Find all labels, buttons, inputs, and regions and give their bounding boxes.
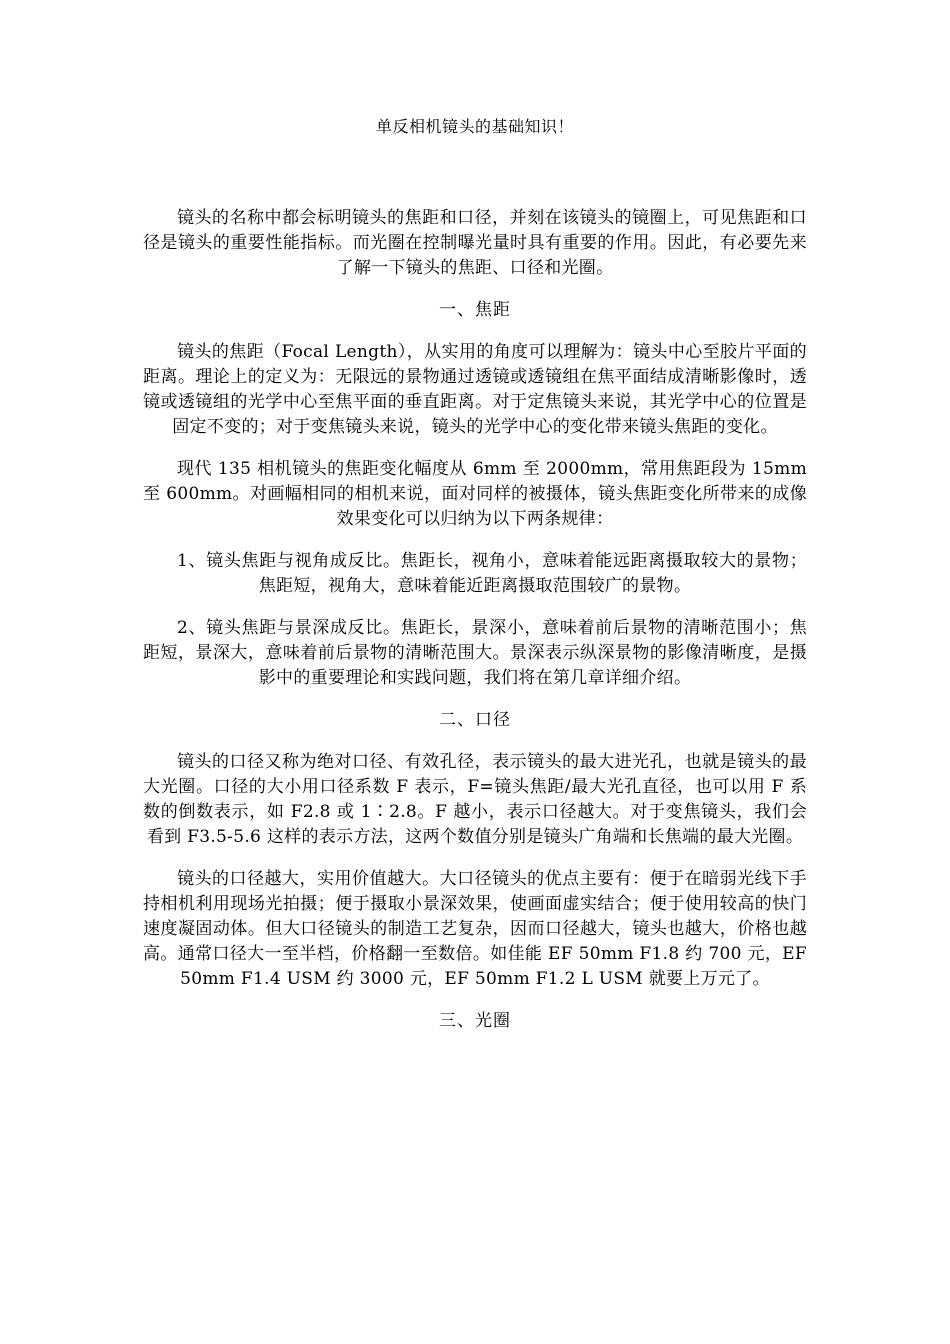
section-heading-diaphragm: 三、光圈 (439, 1011, 511, 1031)
paragraph-focal-definition: 镜头的焦距（Focal Length），从实用的角度可以理解为：镜头中心至胶片平面的距离。理论上的定义为：无限远的景物通过透镜或透镜组在焦平面结成清晰影像时，透镜或透镜组的光学中心至焦平面的垂直距离。对于定焦镜头来说，其光学中心的位置是固定不变的；对于变焦镜头来说，镜头的光学中心的变化带来镜头焦距的变化。 (143, 342, 807, 437)
document-body (143, 206, 807, 1051)
paragraph-aperture-definition: 镜头的口径又称为绝对口径、有效孔径，表示镜头的最大进光孔，也就是镜头的最大光圈。口径的大小用口径系数 F 表示，F=镜头焦距/最大光孔直径，也可以用 F 系数的倒数表示，如 F2.8 或 1∶2.8。F 越小，表示口径越大。对于变焦镜头，我们会看到 F3.5-5.6 这样的表示方法，这两个数值分别是镜头广角端和长焦端的最大光圈。 (143, 752, 807, 847)
section-heading-focal-length: 一、焦距 (439, 300, 511, 320)
paragraph-aperture-value: 镜头的口径越大，实用价值越大。大口径镜头的优点主要有：便于在暗弱光线下手持相机利用现场光拍摄；便于摄取小景深效果，使画面虚实结合；便于使用较高的快门速度凝固动体。但大口径镜头的制造工艺复杂，因而口径越大，镜头也越大，价格也越高。通常口径大一至半档，价格翻一至数倍。如佳能 EF 50mm F1.8 约 700 元，EF 50mm F1.4 USM 约 3000 元，EF 50mm F1.2 L USM 就要上万元了。 (143, 869, 807, 989)
document-title: 单反相机镜头的基础知识！ (375, 117, 574, 136)
list-item-rule-1: 1、镜头焦距与视角成反比。焦距长，视角小，意味着能远距离摄取较大的景物；焦距短，视角大，意味着能近距离摄取范围较广的景物。 (177, 551, 807, 596)
paragraph-focal-range: 现代 135 相机镜头的焦距变化幅度从 6mm 至 2000mm，常用焦距段为 15mm 至 600mm。对画幅相同的相机来说，面对同样的被摄体，镜头焦距变化所带来的成像效果变化可以归纳为以下两条规律： (143, 459, 807, 529)
list-item-rule-2: 2、镜头焦距与景深成反比。焦距长，景深小，意味着前后景物的清晰范围小；焦距短，景深大，意味着前后景物的清晰范围大。景深表示纵深景物的影像清晰度，是摄影中的重要理论和实践问题，我们将在第几章详细介绍。 (143, 618, 807, 688)
intro-paragraph: 镜头的名称中都会标明镜头的焦距和口径，并刻在该镜头的镜圈上，可见焦距和口径是镜头的重要性能指标。而光圈在控制曝光量时具有重要的作用。因此，有必要先来了解一下镜头的焦距、口径和光圈。 (143, 208, 807, 278)
section-heading-aperture-size: 二、口径 (439, 710, 511, 730)
